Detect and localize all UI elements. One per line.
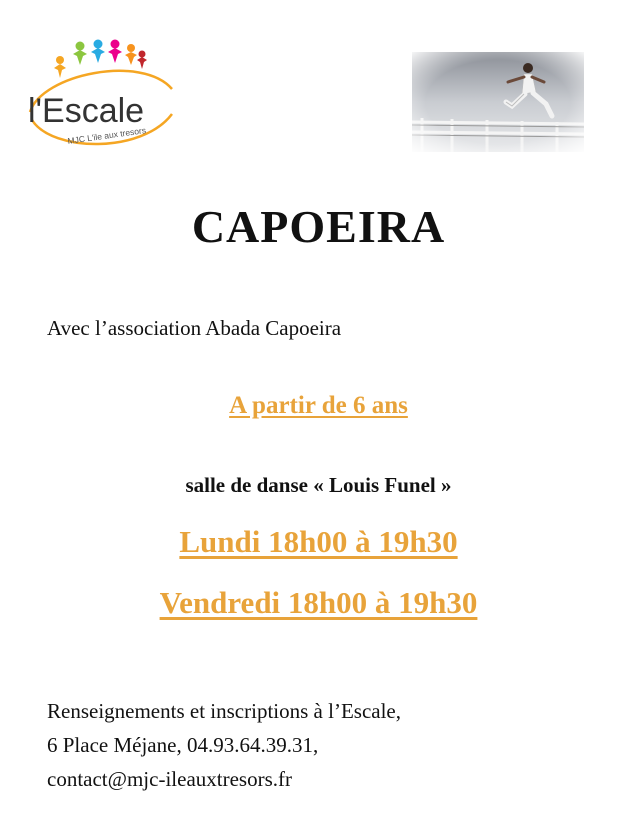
capoeira-jump-photo xyxy=(412,52,584,152)
escale-logo-graphic xyxy=(22,34,182,159)
room-name: salle de danse « Louis Funel » xyxy=(185,473,452,497)
contact-block xyxy=(47,694,401,796)
association-text: Avec l’association Abada Capoeira xyxy=(47,316,342,340)
contact-line-info: Renseignements et inscriptions à l’Escale, xyxy=(47,699,401,723)
logo-tagline: MJC L'ile aux tresors xyxy=(66,125,147,146)
schedule-monday: Lundi 18h00 à 19h30 xyxy=(179,524,458,559)
age-requirement: A partir de 6 ans xyxy=(229,392,408,419)
escale-logo xyxy=(22,34,182,159)
contact-line-address: 6 Place Méjane, 04.93.64.39.31, xyxy=(47,733,319,757)
page-title: CAPOEIRA xyxy=(191,201,446,252)
contact-email: contact@mjc-ileauxtresors.fr xyxy=(47,767,292,791)
capoeira-photo xyxy=(412,52,584,152)
schedule-friday: Vendredi 18h00 à 19h30 xyxy=(159,585,478,620)
logo-wordmark: l'Escale xyxy=(28,92,145,130)
